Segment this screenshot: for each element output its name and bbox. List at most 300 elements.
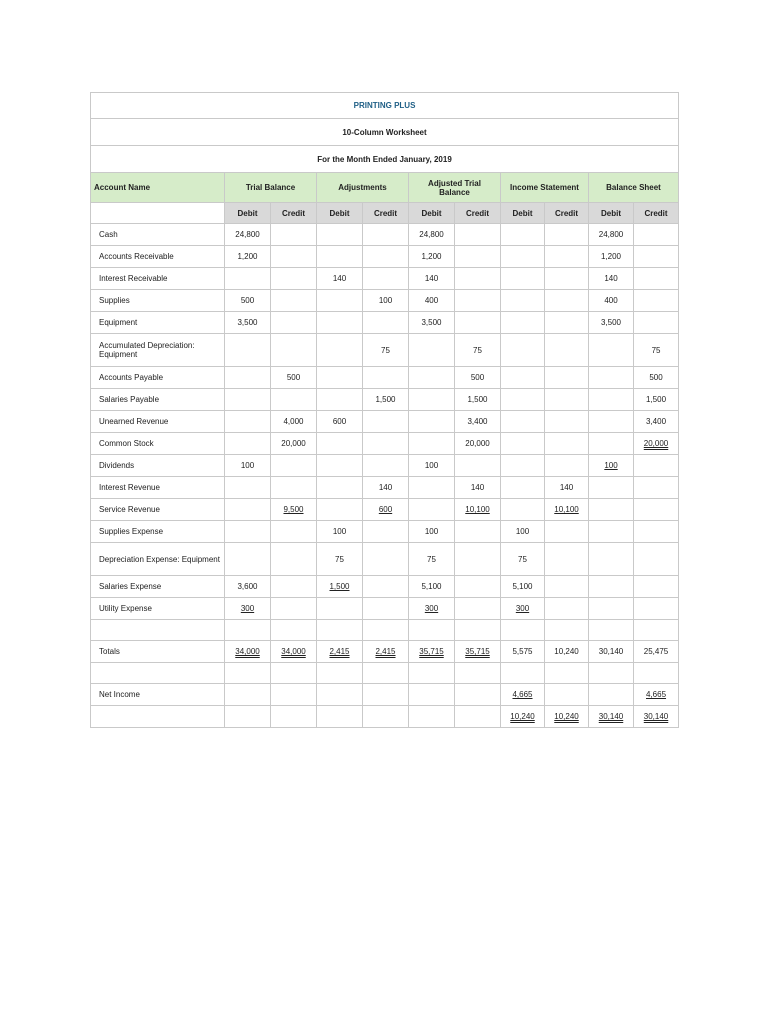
amount-cell	[225, 576, 271, 598]
amount-value: 10,240	[510, 712, 535, 721]
amount-cell	[363, 543, 409, 576]
account-name: Common Stock	[91, 433, 225, 455]
amount-cell	[225, 367, 271, 389]
account-name: Totals	[91, 641, 225, 663]
account-name: Utility Expense	[91, 598, 225, 620]
amount-cell	[409, 367, 455, 389]
spacer-cell	[545, 663, 589, 684]
account-name: Accounts Payable	[91, 367, 225, 389]
amount-cell	[409, 641, 455, 663]
amount-cell	[545, 706, 589, 728]
amount-cell	[409, 521, 455, 543]
totals-row	[91, 641, 679, 663]
amount-cell	[363, 477, 409, 499]
balance-sheet-header: Balance Sheet	[589, 173, 679, 203]
amount-cell	[409, 433, 455, 455]
amount-value: 3,500	[600, 318, 622, 327]
amount-cell	[409, 576, 455, 598]
amount-cell	[317, 224, 363, 246]
amount-value: 75	[427, 554, 436, 564]
amount-value: 75	[518, 554, 527, 564]
amount-cell	[545, 455, 589, 477]
amount-cell	[317, 367, 363, 389]
amount-cell	[455, 290, 501, 312]
adjustments-header: Adjustments	[317, 173, 409, 203]
amount-cell	[589, 433, 634, 455]
amount-cell	[455, 641, 501, 663]
debit-column-header: Debit	[317, 203, 363, 224]
spacer-cell	[545, 620, 589, 641]
amount-cell	[317, 411, 363, 433]
company-name: PRINTING PLUS	[91, 93, 679, 119]
blank-subheader	[91, 203, 225, 224]
amount-cell	[501, 706, 545, 728]
amount-value: 5,100	[512, 582, 533, 591]
amount-cell	[363, 246, 409, 268]
table-row	[91, 521, 679, 543]
amount-value: 4,000	[283, 417, 304, 426]
amount-value: 35,715	[419, 647, 444, 656]
table-row	[91, 312, 679, 334]
spacer-cell	[225, 620, 271, 641]
amount-cell	[271, 598, 317, 620]
debit-column-header: Debit	[501, 203, 545, 224]
amount-value: 400	[604, 296, 618, 305]
amount-cell	[501, 477, 545, 499]
amount-cell	[225, 684, 271, 706]
amount-value: 1,200	[600, 252, 622, 261]
amount-cell	[225, 543, 271, 576]
amount-cell	[225, 598, 271, 620]
amount-value: 3,500	[237, 318, 258, 327]
amount-value: 140	[470, 483, 485, 492]
table-row	[91, 246, 679, 268]
account-name: Dividends	[91, 455, 225, 477]
amount-value: 9,500	[283, 505, 304, 514]
account-name	[91, 706, 225, 728]
amount-cell	[409, 389, 455, 411]
spacer-cell	[589, 620, 634, 641]
account-name: Net Income	[91, 684, 225, 706]
worksheet-table	[90, 92, 679, 728]
amount-value: 140	[332, 274, 347, 283]
amount-cell	[589, 367, 634, 389]
amount-value: 5,575	[512, 647, 533, 656]
amount-cell	[589, 706, 634, 728]
amount-cell	[271, 312, 317, 334]
amount-cell	[363, 224, 409, 246]
spacer-cell	[501, 620, 545, 641]
amount-value: 3,600	[237, 582, 258, 591]
credit-column-header: Credit	[363, 203, 409, 224]
amount-cell	[455, 433, 501, 455]
amount-value: 3,500	[421, 318, 442, 327]
amount-value: 100	[424, 461, 439, 470]
amount-value: 300	[424, 604, 439, 613]
amount-cell	[225, 499, 271, 521]
amount-value: 34,000	[281, 647, 306, 656]
amount-cell	[634, 499, 679, 521]
account-name: Supplies Expense	[91, 521, 225, 543]
amount-cell	[363, 268, 409, 290]
trial-balance-header: Trial Balance	[225, 173, 317, 203]
amount-cell	[317, 684, 363, 706]
account-name: Salaries Expense	[91, 576, 225, 598]
amount-cell	[501, 224, 545, 246]
amount-cell	[589, 389, 634, 411]
amount-cell	[317, 268, 363, 290]
amount-cell	[455, 411, 501, 433]
amount-cell	[225, 433, 271, 455]
amount-value: 3,400	[646, 417, 667, 426]
credit-column-header: Credit	[545, 203, 589, 224]
amount-cell	[317, 641, 363, 663]
amount-cell	[317, 389, 363, 411]
amount-value: 100	[515, 527, 530, 536]
table-row	[91, 367, 679, 389]
spacer-cell	[225, 663, 271, 684]
amount-value: 75	[473, 345, 482, 355]
amount-cell	[317, 312, 363, 334]
amount-value: 2,415	[329, 647, 350, 656]
amount-cell	[271, 367, 317, 389]
amount-cell	[589, 543, 634, 576]
account-name: Depreciation Expense: Equipment	[91, 543, 225, 576]
credit-column-header: Credit	[271, 203, 317, 224]
amount-cell	[455, 684, 501, 706]
spacer-cell	[501, 663, 545, 684]
amount-cell	[455, 312, 501, 334]
amount-cell	[634, 411, 679, 433]
amount-value: 300	[515, 604, 530, 613]
amount-value: 4,665	[646, 690, 667, 699]
amount-cell	[317, 290, 363, 312]
account-name: Interest Receivable	[91, 268, 225, 290]
amount-cell	[545, 543, 589, 576]
amount-cell	[409, 499, 455, 521]
amount-cell	[634, 367, 679, 389]
amount-cell	[409, 455, 455, 477]
amount-value: 35,715	[465, 647, 490, 656]
amount-cell	[634, 521, 679, 543]
amount-cell	[589, 312, 634, 334]
spacer-cell	[363, 620, 409, 641]
amount-value: 140	[559, 483, 574, 492]
worksheet-title: 10-Column Worksheet	[91, 119, 679, 146]
amount-cell	[501, 268, 545, 290]
account-name: Equipment	[91, 312, 225, 334]
amount-cell	[545, 576, 589, 598]
amount-cell	[455, 224, 501, 246]
amount-cell	[363, 576, 409, 598]
amount-cell	[409, 411, 455, 433]
amount-cell	[545, 290, 589, 312]
amount-cell	[501, 433, 545, 455]
table-row	[91, 433, 679, 455]
amount-cell	[545, 499, 589, 521]
amount-cell	[225, 224, 271, 246]
amount-value: 100	[378, 296, 393, 305]
amount-cell	[501, 598, 545, 620]
table-row	[91, 477, 679, 499]
amount-cell	[501, 576, 545, 598]
amount-cell	[455, 521, 501, 543]
amount-cell	[589, 477, 634, 499]
amount-value: 100	[332, 527, 347, 536]
amount-value: 100	[424, 527, 439, 536]
amount-value: 34,000	[235, 647, 260, 656]
amount-cell	[271, 433, 317, 455]
spacer-cell	[634, 663, 679, 684]
amount-cell	[634, 477, 679, 499]
table-row	[91, 455, 679, 477]
amount-value: 24,800	[598, 230, 624, 239]
amount-cell	[225, 411, 271, 433]
amount-cell	[409, 334, 455, 367]
credit-column-header: Credit	[455, 203, 501, 224]
amount-cell	[317, 477, 363, 499]
amount-value: 100	[240, 461, 255, 470]
spacer-cell	[317, 663, 363, 684]
amount-cell	[589, 598, 634, 620]
amount-cell	[317, 433, 363, 455]
amount-cell	[455, 543, 501, 576]
amount-value: 30,140	[598, 712, 624, 721]
amount-cell	[501, 312, 545, 334]
table-row	[91, 411, 679, 433]
amount-cell	[409, 290, 455, 312]
amount-value: 2,415	[375, 647, 396, 656]
amount-cell	[589, 290, 634, 312]
amount-value: 4,665	[512, 690, 533, 699]
amount-value: 25,475	[643, 647, 669, 656]
amount-cell	[363, 521, 409, 543]
amount-cell	[455, 477, 501, 499]
amount-cell	[317, 521, 363, 543]
amount-cell	[225, 455, 271, 477]
amount-cell	[363, 684, 409, 706]
amount-cell	[589, 499, 634, 521]
amount-value: 10,100	[465, 505, 490, 514]
amount-cell	[317, 334, 363, 367]
account-name: Cash	[91, 224, 225, 246]
amount-cell	[271, 521, 317, 543]
amount-value: 20,000	[643, 439, 669, 448]
amount-cell	[455, 598, 501, 620]
amount-cell	[271, 706, 317, 728]
amount-cell	[634, 455, 679, 477]
amount-cell	[634, 684, 679, 706]
amount-value: 1,500	[646, 395, 667, 404]
amount-cell	[271, 684, 317, 706]
amount-cell	[363, 433, 409, 455]
amount-cell	[589, 334, 634, 367]
amount-cell	[455, 334, 501, 367]
amount-cell	[225, 641, 271, 663]
amount-value: 10,240	[554, 712, 579, 721]
amount-cell	[545, 521, 589, 543]
account-name: Interest Revenue	[91, 477, 225, 499]
amount-cell	[363, 389, 409, 411]
amount-cell	[545, 334, 589, 367]
amount-cell	[271, 641, 317, 663]
amount-cell	[271, 455, 317, 477]
amount-cell	[271, 389, 317, 411]
table-row	[91, 543, 679, 576]
amount-cell	[634, 706, 679, 728]
table-row	[91, 224, 679, 246]
amount-cell	[545, 433, 589, 455]
amount-value: 24,800	[419, 230, 444, 239]
amount-cell	[225, 268, 271, 290]
amount-value: 600	[332, 417, 347, 426]
amount-value: 20,000	[465, 439, 490, 448]
amount-cell	[363, 641, 409, 663]
amount-value: 75	[651, 345, 661, 355]
amount-value: 1,200	[237, 252, 258, 261]
spacer-cell	[91, 663, 225, 684]
amount-cell	[409, 268, 455, 290]
amount-cell	[589, 246, 634, 268]
amount-cell	[363, 312, 409, 334]
amount-cell	[363, 598, 409, 620]
amount-value: 300	[240, 604, 255, 613]
debit-column-header: Debit	[225, 203, 271, 224]
amount-cell	[501, 246, 545, 268]
amount-cell	[225, 389, 271, 411]
amount-cell	[455, 268, 501, 290]
amount-cell	[634, 641, 679, 663]
amount-cell	[271, 543, 317, 576]
amount-cell	[501, 389, 545, 411]
amount-value: 500	[286, 373, 301, 382]
amount-cell	[545, 598, 589, 620]
account-name: Supplies	[91, 290, 225, 312]
amount-cell	[589, 521, 634, 543]
amount-cell	[501, 641, 545, 663]
amount-cell	[363, 455, 409, 477]
amount-cell	[271, 224, 317, 246]
period-title: For the Month Ended January, 2019	[91, 146, 679, 173]
amount-value: 20,000	[281, 439, 306, 448]
amount-cell	[501, 521, 545, 543]
amount-value: 10,240	[554, 647, 579, 656]
amount-value: 100	[604, 461, 618, 470]
amount-value: 600	[378, 505, 393, 514]
amount-cell	[634, 598, 679, 620]
amount-cell	[589, 455, 634, 477]
amount-cell	[455, 246, 501, 268]
account-name: Unearned Revenue	[91, 411, 225, 433]
amount-value: 75	[335, 554, 344, 564]
amount-cell	[634, 312, 679, 334]
amount-cell	[317, 455, 363, 477]
amount-cell	[545, 389, 589, 411]
amount-cell	[455, 367, 501, 389]
amount-cell	[409, 598, 455, 620]
amount-cell	[317, 706, 363, 728]
amount-cell	[545, 411, 589, 433]
amount-cell	[363, 367, 409, 389]
amount-cell	[501, 684, 545, 706]
amount-cell	[409, 684, 455, 706]
amount-value: 140	[424, 274, 439, 283]
amount-cell	[634, 389, 679, 411]
account-name: Accounts Receivable	[91, 246, 225, 268]
spacer-cell	[363, 663, 409, 684]
amount-cell	[501, 334, 545, 367]
amount-value: 1,500	[375, 395, 396, 404]
amount-cell	[634, 290, 679, 312]
amount-value: 1,500	[467, 395, 488, 404]
amount-cell	[271, 246, 317, 268]
spacer-cell	[634, 620, 679, 641]
amount-cell	[409, 224, 455, 246]
amount-cell	[409, 477, 455, 499]
table-row	[91, 268, 679, 290]
debit-column-header: Debit	[589, 203, 634, 224]
table-row	[91, 499, 679, 521]
spacer-cell	[317, 620, 363, 641]
amount-cell	[455, 389, 501, 411]
account-name: Service Revenue	[91, 499, 225, 521]
table-row	[91, 389, 679, 411]
amount-cell	[317, 598, 363, 620]
amount-cell	[589, 641, 634, 663]
amount-cell	[271, 499, 317, 521]
amount-value: 3,400	[467, 417, 488, 426]
amount-cell	[545, 641, 589, 663]
amount-cell	[589, 684, 634, 706]
amount-cell	[225, 521, 271, 543]
amount-cell	[271, 334, 317, 367]
adjusted-trial-balance-header: Adjusted Trial Balance	[409, 173, 501, 203]
spacer-cell	[455, 663, 501, 684]
spacer-cell	[91, 620, 225, 641]
amount-cell	[455, 706, 501, 728]
amount-cell	[271, 576, 317, 598]
spacer-cell	[455, 620, 501, 641]
amount-cell	[271, 268, 317, 290]
spacer-cell	[409, 663, 455, 684]
amount-value: 500	[470, 373, 485, 382]
table-row	[91, 334, 679, 367]
amount-cell	[455, 499, 501, 521]
account-name-header: Account Name	[91, 173, 225, 203]
amount-cell	[271, 411, 317, 433]
amount-cell	[634, 334, 679, 367]
amount-cell	[634, 576, 679, 598]
amount-cell	[409, 312, 455, 334]
amount-value: 140	[604, 274, 618, 283]
spacer-cell	[271, 620, 317, 641]
amount-cell	[317, 543, 363, 576]
income-statement-header: Income Statement	[501, 173, 589, 203]
spacer-cell	[271, 663, 317, 684]
amount-cell	[501, 290, 545, 312]
amount-cell	[501, 499, 545, 521]
amount-value: 1,500	[329, 582, 350, 591]
amount-cell	[634, 224, 679, 246]
table-row	[91, 290, 679, 312]
amount-cell	[545, 477, 589, 499]
amount-cell	[634, 246, 679, 268]
debit-column-header: Debit	[409, 203, 455, 224]
table-row	[91, 576, 679, 598]
amount-cell	[545, 684, 589, 706]
amount-value: 5,100	[421, 582, 442, 591]
amount-cell	[409, 706, 455, 728]
